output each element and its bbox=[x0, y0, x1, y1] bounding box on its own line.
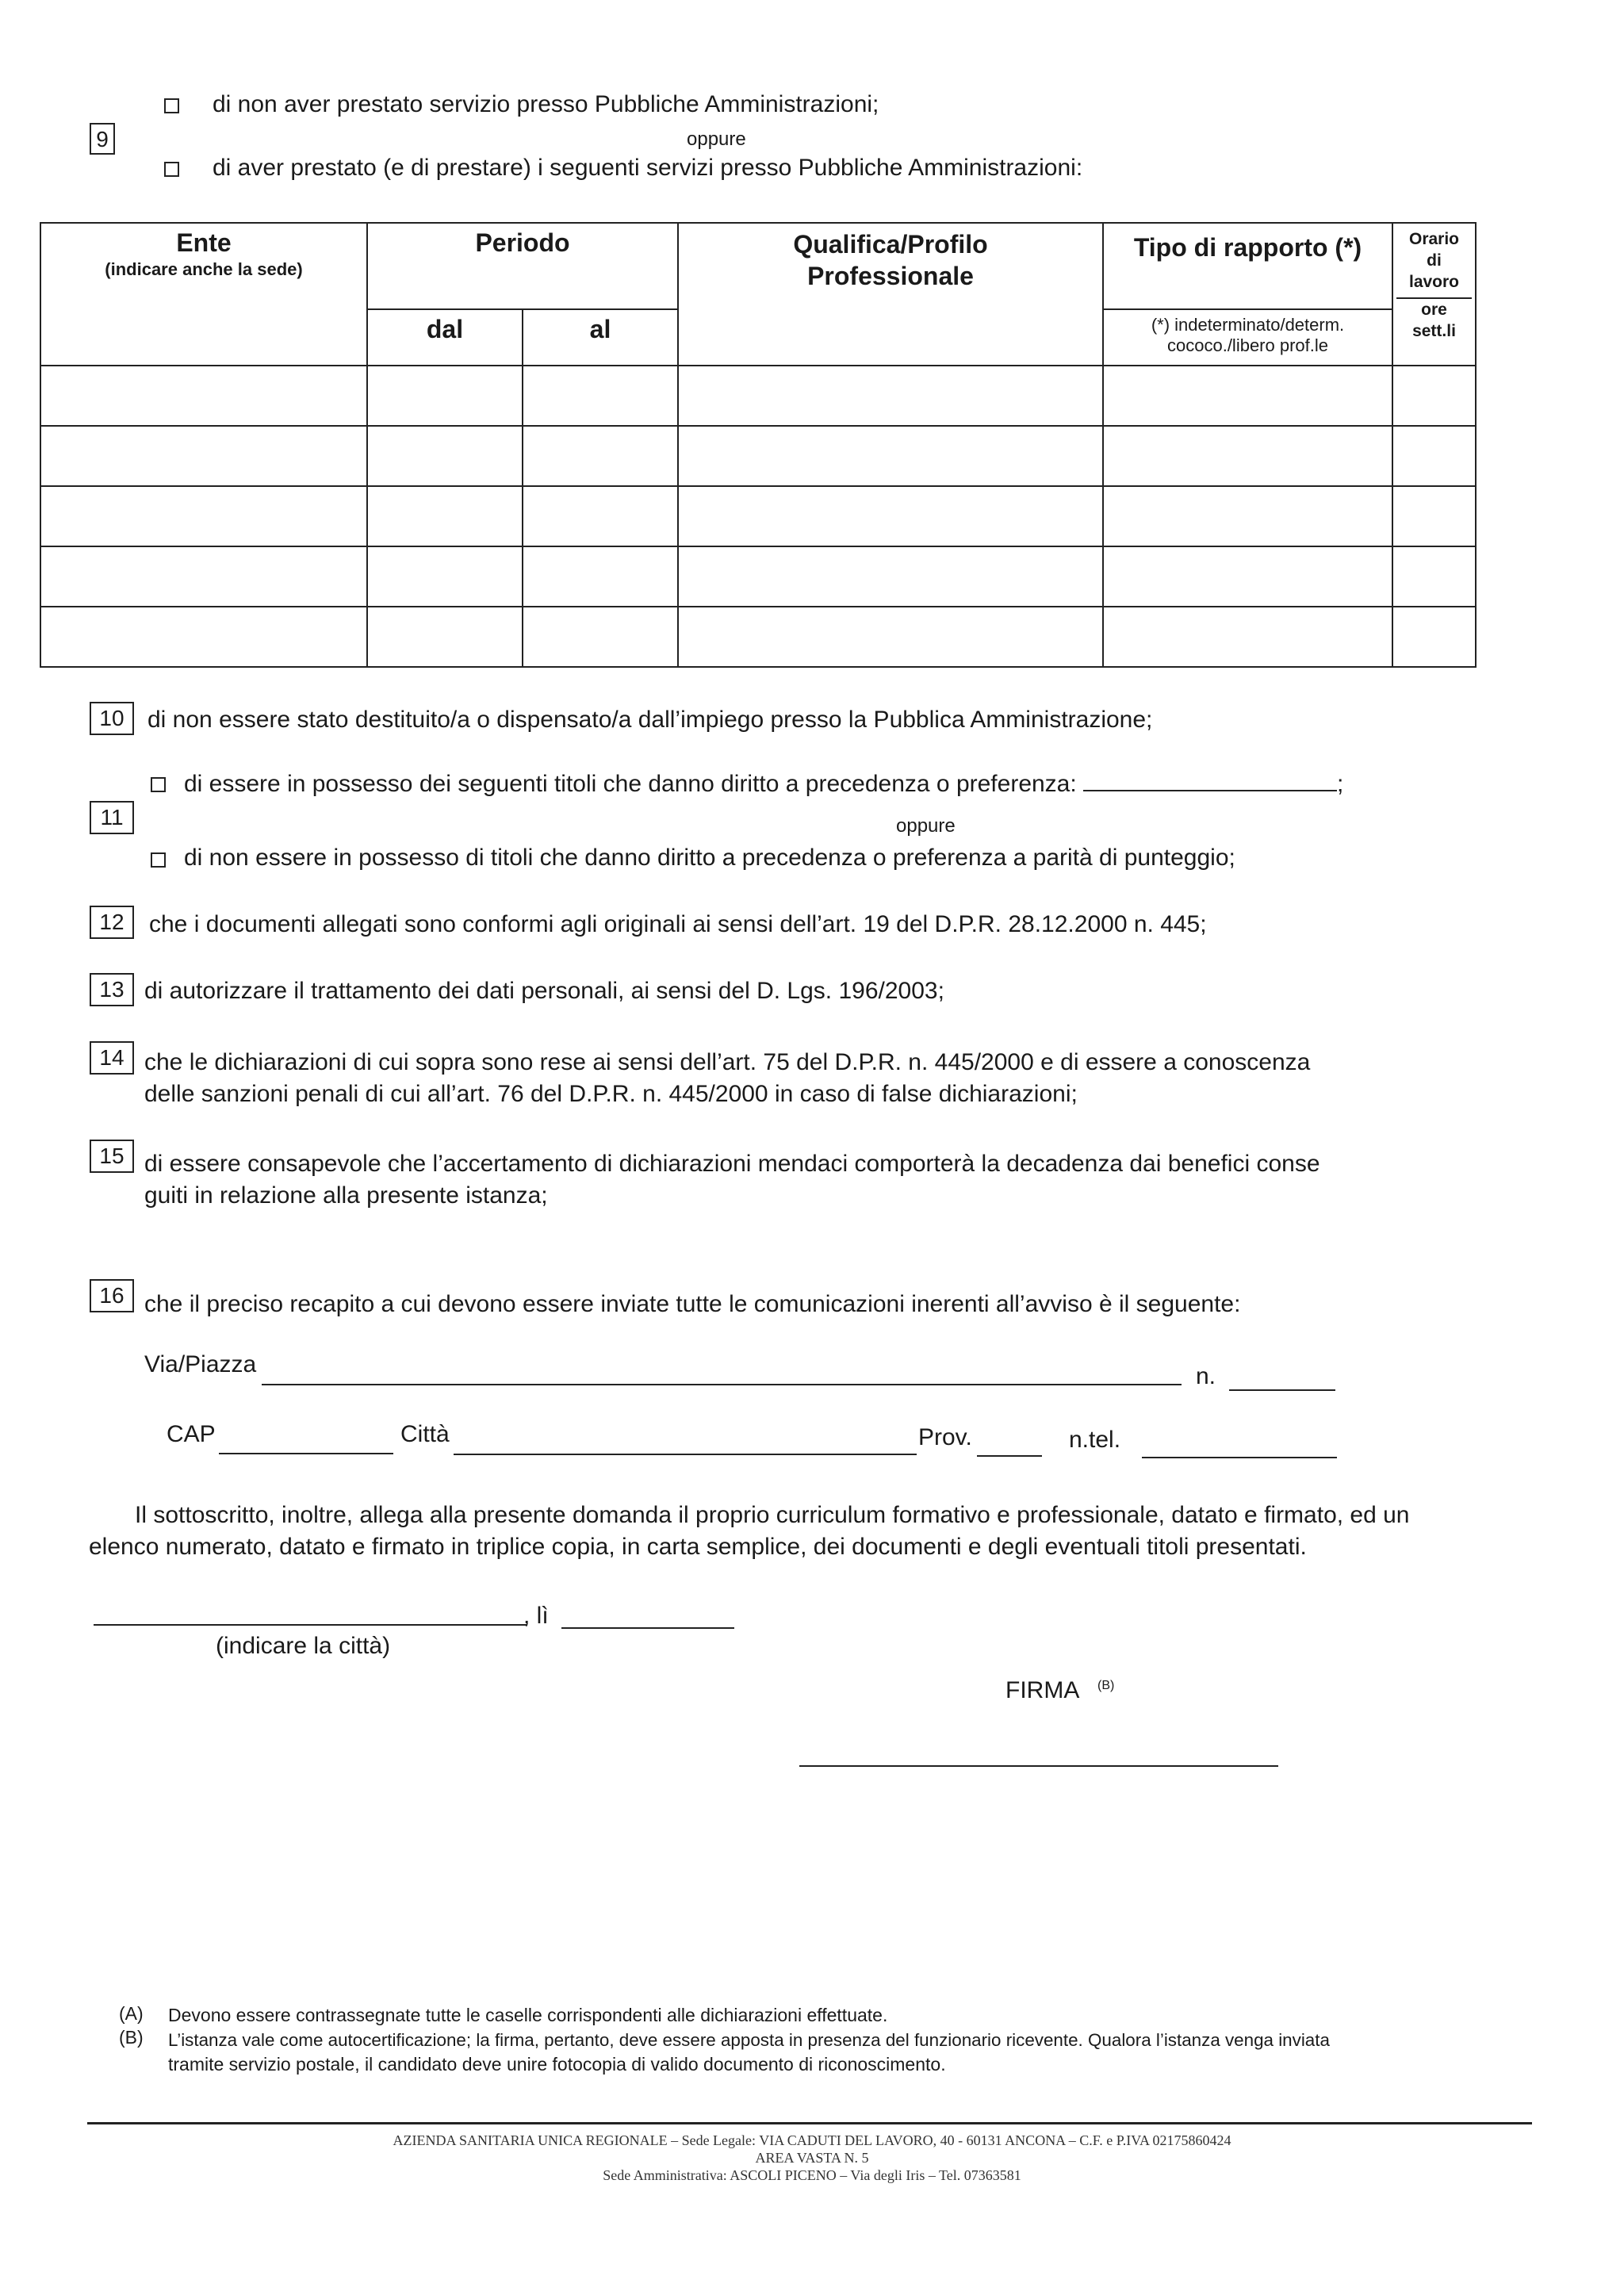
item13-text: di autorizzare il trattamento dei dati personali, ai sensi del D. Lgs. 196/2003; bbox=[144, 978, 944, 1004]
cell-tipo[interactable] bbox=[1103, 486, 1392, 546]
item11-option-b: di non essere in possesso di titoli che danno diritto a precedenza o preferenza a parità di punteggio; bbox=[184, 845, 1235, 871]
item-number-10: 10 bbox=[90, 702, 134, 735]
cell-al[interactable] bbox=[523, 546, 678, 607]
services-table bbox=[40, 222, 1477, 668]
item15-line1: di essere consapevole che l’accertamento di dichiarazioni mendaci comporterà la decadenza dai benefici conse bbox=[144, 1151, 1320, 1177]
footer-line2: AREA VASTA N. 5 bbox=[755, 2150, 869, 2166]
table-row bbox=[40, 607, 1476, 667]
table-row bbox=[40, 426, 1476, 486]
civic-number-input[interactable] bbox=[1229, 1389, 1335, 1391]
note-b-continuation: tramite servizio postale, il candidato deve unire fotocopia di valido documento di riconoscimento. bbox=[168, 2054, 946, 2075]
cell-ente[interactable] bbox=[40, 366, 367, 426]
cell-orario[interactable] bbox=[1392, 607, 1476, 667]
footer-divider bbox=[87, 2122, 1532, 2124]
note-b-text: L’istanza vale come autocertificazione; la firma, pertanto, deve essere apposta in presenza del funzionario ricevente. Qualora l’istanza venga inviata bbox=[168, 2030, 1330, 2050]
declaration-line1: Il sottoscritto, inoltre, allega alla presente domanda il proprio curriculum formativo e professionale, datato e firmato, ed un bbox=[135, 1502, 1410, 1528]
cell-orario[interactable] bbox=[1392, 486, 1476, 546]
header-al: al bbox=[523, 309, 678, 366]
header-qualifica: Qualifica/Profilo Professionale bbox=[678, 223, 1103, 366]
header-dal: dal bbox=[367, 309, 523, 366]
cell-al[interactable] bbox=[523, 366, 678, 426]
header-orario: Orario di lavoro ore sett.li bbox=[1392, 223, 1476, 366]
titles-input[interactable] bbox=[1083, 769, 1337, 791]
item-number-12: 12 bbox=[90, 906, 134, 939]
item-number-14: 14 bbox=[90, 1041, 134, 1075]
province-input[interactable] bbox=[977, 1455, 1042, 1457]
item11-or-label: oppure bbox=[896, 815, 956, 837]
header-tipo-rapporto: Tipo di rapporto (*) bbox=[1103, 223, 1392, 309]
item15-line2: guiti in relazione alla presente istanza; bbox=[144, 1182, 548, 1209]
item14-line2: delle sanzioni penali di cui all’art. 76 del D.P.R. n. 445/2000 in caso di false dichiarazioni; bbox=[144, 1081, 1078, 1107]
phone-label: n.tel. bbox=[1069, 1427, 1121, 1453]
cell-qualifica[interactable] bbox=[678, 607, 1103, 667]
note-a-mark: (A) bbox=[119, 2003, 144, 2024]
table-row bbox=[40, 546, 1476, 607]
cell-tipo[interactable] bbox=[1103, 546, 1392, 607]
cap-input[interactable] bbox=[219, 1453, 393, 1454]
cell-ente[interactable] bbox=[40, 486, 367, 546]
table-row bbox=[40, 366, 1476, 426]
declaration-line2: elenco numerato, datato e firmato in triplice copia, in carta semplice, dei documenti e degli eventuali titoli presentati. bbox=[89, 1534, 1307, 1560]
signature-footnote-mark: (B) bbox=[1097, 1679, 1115, 1692]
cell-al[interactable] bbox=[523, 486, 678, 546]
table-row bbox=[40, 486, 1476, 546]
item10-text: di non essere stato destituito/a o dispensato/a dall’impiego presso la Pubblica Amministrazione; bbox=[147, 707, 1153, 733]
province-label: Prov. bbox=[918, 1424, 972, 1450]
item9-option-a: di non aver prestato servizio presso Pubbliche Amministrazioni; bbox=[213, 91, 879, 117]
cell-tipo[interactable] bbox=[1103, 607, 1392, 667]
checkbox-no-service[interactable] bbox=[164, 98, 179, 113]
note-b-mark: (B) bbox=[119, 2027, 144, 2048]
civic-number-label: n. bbox=[1196, 1363, 1216, 1389]
cell-ente[interactable] bbox=[40, 426, 367, 486]
cell-dal[interactable] bbox=[367, 366, 523, 426]
item-number-15: 15 bbox=[90, 1140, 134, 1173]
date-input[interactable] bbox=[561, 1627, 734, 1629]
item16-text: che il preciso recapito a cui devono essere inviate tutte le comunicazioni inerenti all’avviso è il seguente: bbox=[144, 1291, 1241, 1317]
header-periodo: Periodo bbox=[367, 223, 678, 309]
cell-al[interactable] bbox=[523, 426, 678, 486]
signature-label-text: FIRMA bbox=[1005, 1677, 1078, 1703]
header-tipo-note: (*) indeterminato/determ. cococo./libero prof.le bbox=[1103, 309, 1392, 366]
signature-input[interactable] bbox=[799, 1765, 1278, 1767]
cell-dal[interactable] bbox=[367, 607, 523, 667]
item9-option-b: di aver prestato (e di prestare) i seguenti servizi presso Pubbliche Amministrazioni: bbox=[213, 155, 1083, 181]
item11-option-a-text: di essere in possesso dei seguenti titoli che danno diritto a precedenza o preferenza: bbox=[184, 771, 1077, 797]
city-label: Città bbox=[400, 1421, 450, 1447]
item11-option-a: di essere in possesso dei seguenti titoli che danno diritto a precedenza o preferenza: ; bbox=[184, 771, 1344, 797]
cell-qualifica[interactable] bbox=[678, 366, 1103, 426]
cell-qualifica[interactable] bbox=[678, 546, 1103, 607]
item12-text: che i documenti allegati sono conformi agli originali ai sensi dell’art. 19 del D.P.R. 28.12.2000 n. 445; bbox=[149, 911, 1207, 937]
cell-qualifica[interactable] bbox=[678, 486, 1103, 546]
item14-line1: che le dichiarazioni di cui sopra sono rese ai sensi dell’art. 75 del D.P.R. n. 445/2000 e di essere a conoscenza bbox=[144, 1049, 1311, 1075]
cell-dal[interactable] bbox=[367, 486, 523, 546]
cell-dal[interactable] bbox=[367, 546, 523, 607]
cell-tipo[interactable] bbox=[1103, 426, 1392, 486]
item-number-16: 16 bbox=[90, 1279, 134, 1312]
item-number-13: 13 bbox=[90, 973, 134, 1006]
li-label: , lì bbox=[523, 1603, 549, 1629]
via-piazza-input[interactable] bbox=[262, 1384, 1182, 1385]
city-sign-input[interactable] bbox=[94, 1624, 527, 1626]
cell-qualifica[interactable] bbox=[678, 426, 1103, 486]
city-hint: (indicare la città) bbox=[216, 1633, 391, 1659]
item-number-9: 9 bbox=[90, 123, 115, 155]
via-piazza-label: Via/Piazza bbox=[144, 1351, 257, 1377]
cap-label: CAP bbox=[167, 1421, 216, 1447]
checkbox-service[interactable] bbox=[164, 162, 179, 177]
cell-ente[interactable] bbox=[40, 607, 367, 667]
footer-line3: Sede Amministrativa: ASCOLI PICENO – Via degli Iris – Tel. 07363581 bbox=[603, 2167, 1021, 2183]
cell-ente[interactable] bbox=[40, 546, 367, 607]
footer-line1: AZIENDA SANITARIA UNICA REGIONALE – Sede Legale: VIA CADUTI DEL LAVORO, 40 - 60131 ANCONA – C.F. e P.IVA 02175860424 bbox=[393, 2132, 1231, 2148]
cell-dal[interactable] bbox=[367, 426, 523, 486]
checkbox-no-titles[interactable] bbox=[151, 852, 166, 868]
header-ente: Ente (indicare anche la sede) bbox=[40, 223, 367, 366]
cell-orario[interactable] bbox=[1392, 546, 1476, 607]
note-a-text: Devono essere contrassegnate tutte le caselle corrispondenti alle dichiarazioni effettuate. bbox=[168, 2005, 888, 2025]
item-number-11: 11 bbox=[90, 801, 134, 834]
city-input[interactable] bbox=[454, 1454, 917, 1455]
signature-label bbox=[1005, 1672, 1114, 1705]
checkbox-has-titles[interactable] bbox=[151, 777, 166, 792]
cell-al[interactable] bbox=[523, 607, 678, 667]
cell-orario[interactable] bbox=[1392, 366, 1476, 426]
cell-tipo[interactable] bbox=[1103, 366, 1392, 426]
phone-input[interactable] bbox=[1142, 1457, 1337, 1458]
cell-orario[interactable] bbox=[1392, 426, 1476, 486]
item9-or-label: oppure bbox=[687, 128, 746, 150]
